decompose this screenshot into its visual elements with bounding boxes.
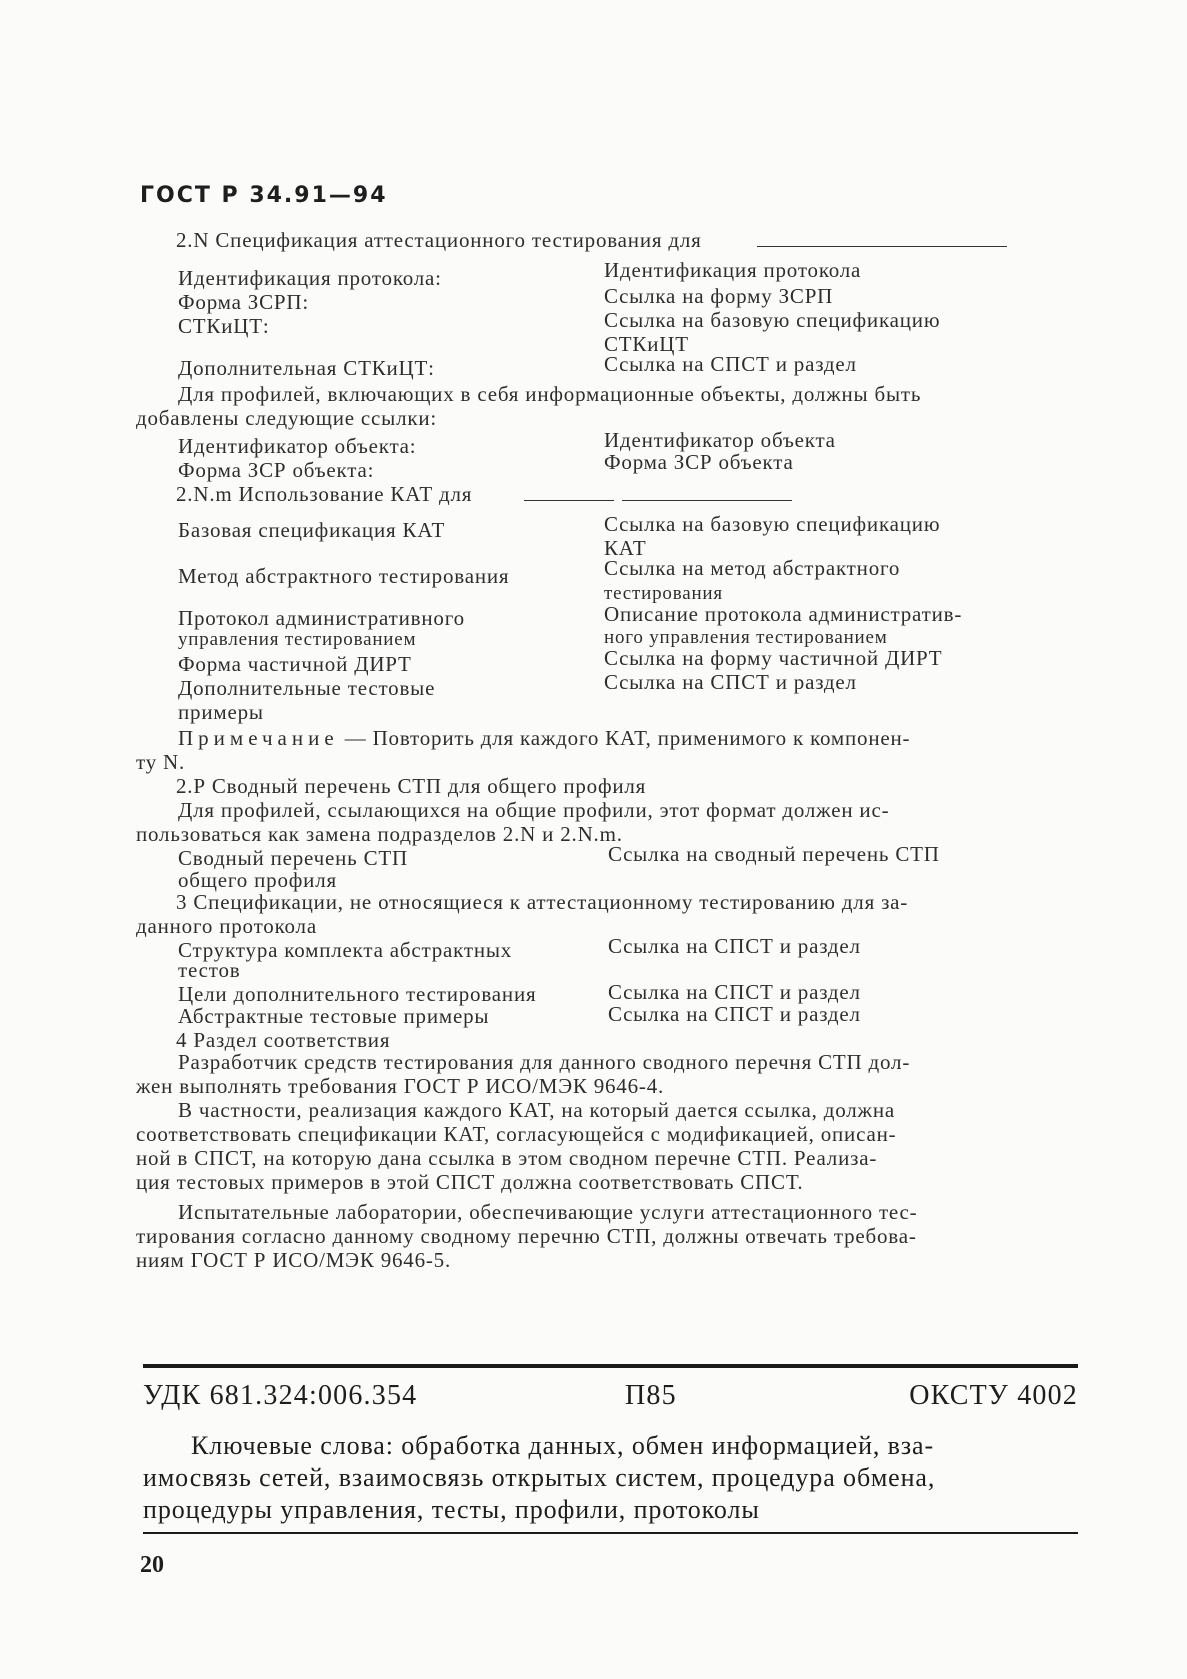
page-number: 20 <box>140 1552 164 1578</box>
keywords-line: Ключевые слова: обработка данных, обмен информацией, вза- <box>191 1431 935 1460</box>
spec-row-label: Базовая спецификация КАТ <box>178 518 446 542</box>
fill-in-line <box>622 500 792 501</box>
section-2n-heading: 2.N Спецификация аттестационного тестирования для <box>176 228 702 252</box>
spec-row-label: общего профиля <box>178 868 337 892</box>
keywords-line: имосвязь сетей, взаимосвязь открытых систем, процедура обмена, <box>143 1463 936 1492</box>
spec-row-label: Дополнительная СТКиЦТ: <box>178 356 435 380</box>
spec-row-value: Идентификатор объекта <box>604 428 836 452</box>
section-3-heading: 3 Спецификации, не относящиеся к аттестационному тестированию для за- <box>176 890 909 914</box>
spec-row-value: Ссылка на базовую спецификацию <box>604 308 941 332</box>
spec-row-label: тестов <box>178 958 241 982</box>
footer-bottom-rule <box>143 1532 1078 1534</box>
spec-row-value: Ссылка на СПСТ и раздел <box>604 352 857 376</box>
spec-row-value: Описание протокола административ- <box>604 602 963 626</box>
spec-row-label: Форма частичной ДИРТ <box>178 652 412 676</box>
document-header: ГОСТ Р 34.91—94 <box>140 183 388 208</box>
spec-row-value: Ссылка на метод абстрактного <box>604 556 901 580</box>
paragraph-line: Разработчик средств тестирования для данного сводного перечня СТП дол- <box>178 1050 911 1074</box>
note-label: Примечание <box>178 726 339 750</box>
paragraph-line: пользоваться как замена подразделов 2.N и 2.N.m. <box>136 822 623 846</box>
spec-row-value: Ссылка на форму ЗСРП <box>604 284 834 308</box>
spec-row-label: управления тестированием <box>178 629 417 650</box>
spec-row-value: Форма ЗСР объекта <box>604 450 794 474</box>
spec-row-label: Структура комплекта абстрактных <box>178 938 513 962</box>
spec-row-label: СТКиЦТ: <box>178 314 270 338</box>
paragraph-line: В частности, реализация каждого КАТ, на который дается ссылка, должна <box>178 1098 895 1122</box>
note-line <box>178 726 910 750</box>
spec-row-value: КАТ <box>604 536 647 560</box>
paragraph-line: ция тестовых примеров в этой СПСТ должна соответствовать СПСТ. <box>136 1170 804 1194</box>
spec-row-label: Метод абстрактного тестирования <box>178 564 510 588</box>
spec-row-label: Форма ЗСРП: <box>178 290 309 314</box>
spec-row-value: Ссылка на форму частичной ДИРТ <box>604 646 943 670</box>
paragraph-line: Испытательные лаборатории, обеспечивающие услуги аттестационного тес- <box>178 1200 918 1224</box>
spec-row-label: Идентификация протокола: <box>178 266 442 290</box>
note-line: ту N. <box>136 750 186 774</box>
section-4-heading: 4 Раздел соответствия <box>176 1028 391 1052</box>
paragraph-line: соответствовать спецификации КАТ, согласующейся с модификацией, описан- <box>136 1122 897 1146</box>
spec-row-value: Ссылка на сводный перечень СТП <box>608 842 940 866</box>
section-2p-heading: 2.Р Сводный перечень СТП для общего профиля <box>176 774 647 798</box>
paragraph-line: ниям ГОСТ Р ИСО/МЭК 9646-5. <box>136 1248 452 1272</box>
spec-row-label: Абстрактные тестовые примеры <box>178 1004 490 1028</box>
spec-row-value: Ссылка на базовую спецификацию <box>604 512 941 536</box>
footer-top-rule <box>143 1364 1078 1368</box>
paragraph-line: Для профилей, включающих в себя информационные объекты, должны быть <box>178 382 922 406</box>
paragraph-line: тирования согласно данному сводному перечню СТП, должны отвечать требова- <box>136 1224 917 1248</box>
spec-row-value: Ссылка на СПСТ и раздел <box>608 934 861 958</box>
spec-row-value: СТКиЦТ <box>604 332 689 356</box>
section-3-heading: данного протокола <box>136 914 317 938</box>
spec-row-value: ного управления тестированием <box>604 627 888 648</box>
spec-row-value: Ссылка на СПСТ и раздел <box>608 1002 861 1026</box>
spec-row-value: Ссылка на СПСТ и раздел <box>604 670 857 694</box>
paragraph-line: Для профилей, ссылающихся на общие профили, этот формат должен ис- <box>178 798 890 822</box>
udk-code: УДК 681.324:006.354 <box>143 1380 418 1411</box>
section-2nm-heading: 2.N.m Использование КАТ для <box>176 482 473 506</box>
spec-row-label: Форма ЗСР объекта: <box>178 458 375 482</box>
spec-row-value: тестирования <box>604 583 723 604</box>
note-text: — Повторить для каждого КАТ, применимого к компонен- <box>338 726 911 750</box>
spec-row-value: Идентификация протокола <box>604 258 862 282</box>
fill-in-line <box>524 500 614 501</box>
spec-row-label: Протокол административного <box>178 606 465 630</box>
spec-row-value: Ссылка на СПСТ и раздел <box>608 980 861 1004</box>
spec-row-label: Идентификатор объекта: <box>178 434 417 458</box>
classification-row <box>143 1380 1078 1416</box>
spec-row-label: Сводный перечень СТП <box>178 846 408 870</box>
paragraph-line: жен выполнять требования ГОСТ Р ИСО/МЭК 9646-4. <box>136 1074 665 1098</box>
spec-row-label: примеры <box>178 700 264 724</box>
spec-row-label: Дополнительные тестовые <box>178 676 436 700</box>
paragraph-line: ной в СПСТ, на которую дана ссылка в этом сводном перечне СТП. Реализа- <box>136 1146 878 1170</box>
p-code: П85 <box>625 1380 677 1411</box>
keywords-block <box>143 1430 1078 1526</box>
keywords-line: процедуры управления, тесты, профили, протоколы <box>143 1495 760 1524</box>
spec-row-label: Цели дополнительного тестирования <box>178 982 537 1006</box>
okstu-code: ОКСТУ 4002 <box>909 1380 1078 1411</box>
paragraph-line: добавлены следующие ссылки: <box>136 406 438 430</box>
fill-in-line <box>757 246 1007 247</box>
